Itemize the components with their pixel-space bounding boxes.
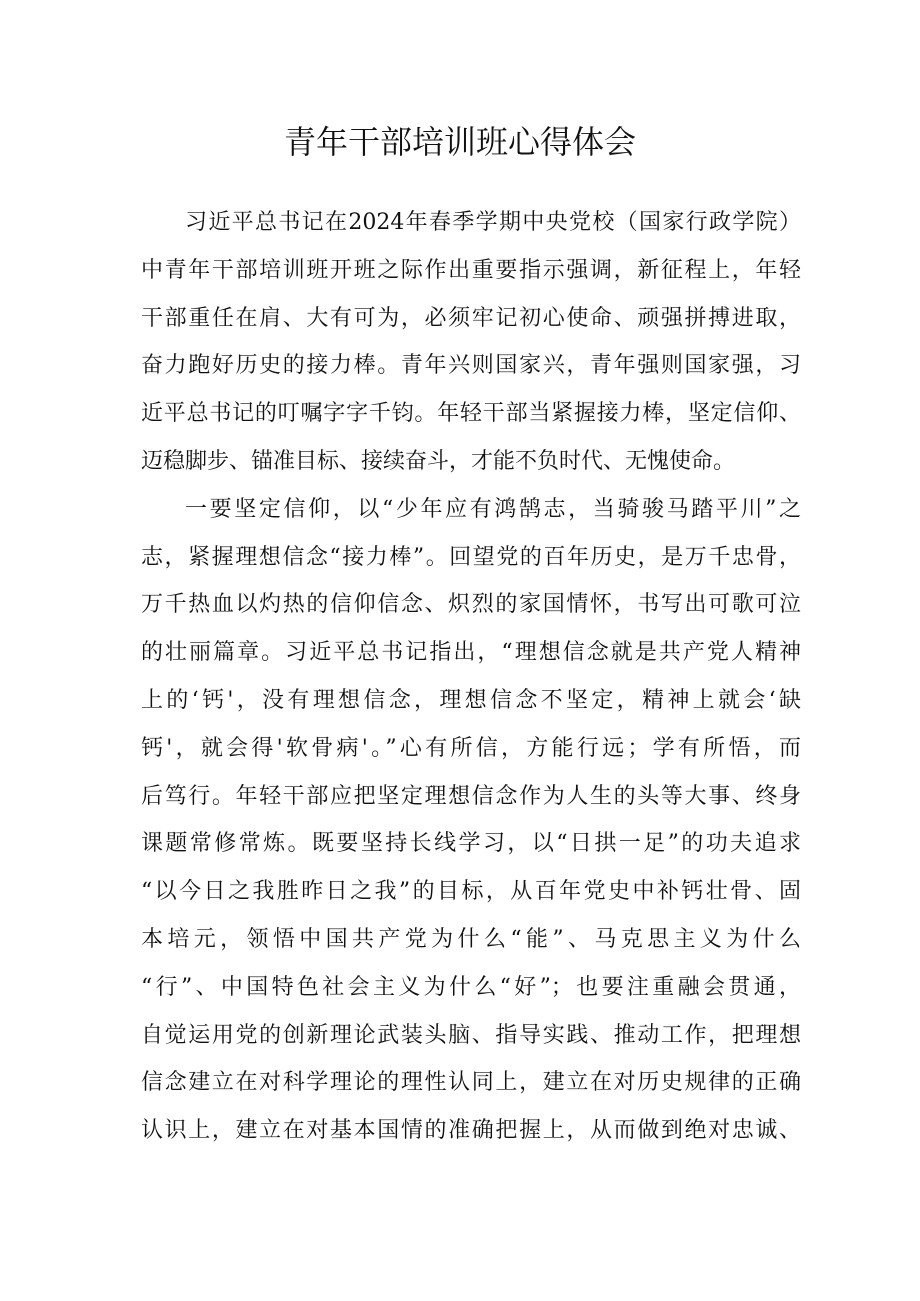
- text-line: 认识上，建立在对基本国情的准确把握上，从而做到绝对忠诚、: [141, 1118, 801, 1144]
- text-line: 钙'，就会得'软骨病'。”心有所信，方能行远；学有所悟，而: [141, 735, 801, 761]
- text-line: 习近平总书记在2024年春季学期中央党校（国家行政学院）: [185, 210, 801, 235]
- text-line: 迈稳脚步、锚准目标、接续奋斗，才能不负时代、无愧使命。: [141, 448, 736, 474]
- text-line: 自觉运用党的创新理论武装头脑、指导实践、推动工作，把理想: [141, 1022, 801, 1048]
- document-title: 青年干部培训班心得体会: [283, 123, 636, 161]
- text-line: 中青年干部培训班开班之际作出重要指示强调，新征程上，年轻: [141, 257, 801, 283]
- text-line: 的壮丽篇章。习近平总书记指出，“理想信念就是共产党人精神: [141, 640, 801, 666]
- text-line: 后笃行。年轻干部应把坚定理想信念作为人生的头等大事、终身: [141, 783, 801, 809]
- text-line: “行”、中国特色社会主义为什么“好”；也要注重融会贯通，: [141, 974, 801, 1000]
- text-line: 课题常修常炼。既要坚持长线学习，以“日拱一足”的功夫追求: [141, 831, 801, 857]
- text-line: “以今日之我胜昨日之我”的目标，从百年党史中补钙壮骨、固: [141, 879, 801, 905]
- text-line: 本培元，领悟中国共产党为什么“能”、马克思主义为什么: [141, 926, 801, 952]
- text-line: 近平总书记的叮嘱字字千钧。年轻干部当紧握接力棒，坚定信仰、: [141, 401, 801, 427]
- paragraph-2: [141, 486, 801, 1155]
- paragraph-1: [141, 199, 801, 486]
- document-body: [141, 199, 801, 1155]
- text-line: 干部重任在肩、大有可为，必须牢记初心使命、顽强拼搏进取，: [141, 305, 801, 331]
- text-line: 万千热血以灼热的信仰信念、炽烈的家国情怀，书写出可歌可泣: [141, 592, 801, 618]
- text-line: 志，紧握理想信念“接力棒”。回望党的百年历史，是万千忠骨，: [141, 544, 801, 570]
- text-line: 奋力跑好历史的接力棒。青年兴则国家兴，青年强则国家强，习: [141, 353, 801, 379]
- text-line: 一要坚定信仰，以“少年应有鸿鹄志，当骑骏马踏平川”之: [185, 496, 801, 522]
- text-line: 信念建立在对科学理论的理性认同上，建立在对历史规律的正确: [141, 1070, 801, 1096]
- text-line: 上的‘钙'，没有理想信念，理想信念不坚定，精神上就会‘缺: [141, 687, 801, 713]
